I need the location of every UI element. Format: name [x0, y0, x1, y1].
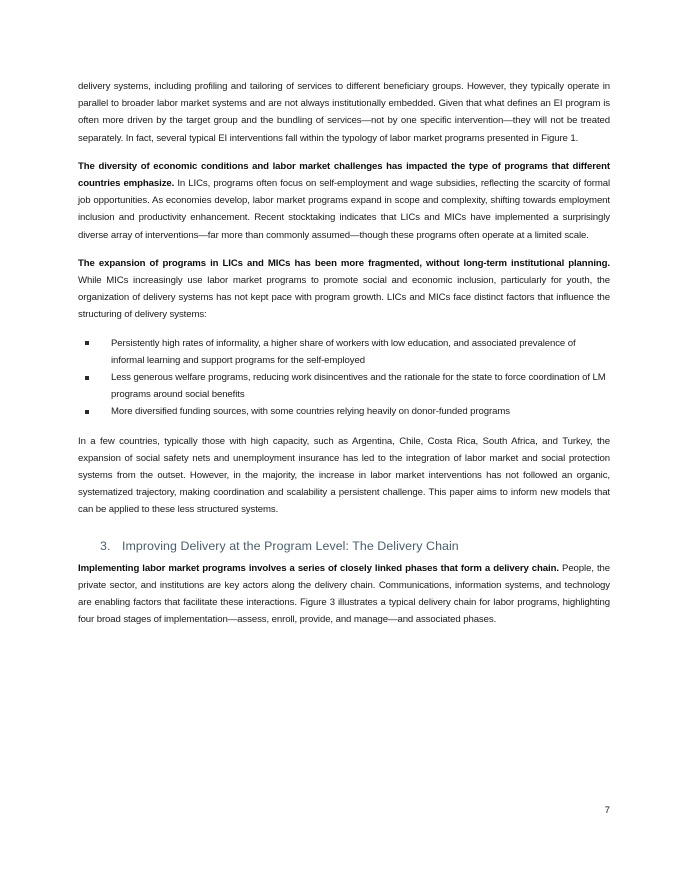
square-bullet-icon [85, 376, 89, 380]
list-item [84, 369, 610, 403]
paragraph-diversity-body: In LICs, programs often focus on self-employment and wage subsidies, reflecting the scarcity of formal job opportunities. As economies develop, labor market programs expand in scope and complexity, shifting towards employment inclusion and productivity enhancement. Recent stocktaking indicates that LICs and MICs have implemented a surprisingly diverse array of interventions—far more than commonly assumed—though these programs often operate at a limited scale. [78, 178, 610, 241]
square-bullet-icon [85, 410, 89, 414]
section-heading [78, 537, 610, 556]
paragraph-expansion-lead: The expansion of programs in LICs and MICs has been more fragmented, without long-term institutional planning. [78, 257, 610, 269]
paragraph-diversity-lead: The diversity of economic conditions and labor market challenges has impacted the type of programs that different countries emphasize. [78, 160, 610, 190]
list-item [84, 335, 610, 369]
list-item-text: More diversified funding sources, with some countries relying heavily on donor-funded programs [111, 406, 510, 418]
page-number: 7 [604, 805, 610, 816]
paragraph-countries: In a few countries, typically those with high capacity, such as Argentina, Chile, Costa Rica, South Africa, and Turkey, the expansion of social safety nets and unemployment insurance has led to the integration of labor market and social protection systems from the outset. However, in the majority, the increase in labor market interventions has not followed an organic, systematized trajectory, making coordination and scalability a persistent challenge. This paper aims to inform new models that can be applied to these less structured systems. [78, 435, 610, 516]
paragraph-diversity [78, 158, 610, 244]
square-bullet-icon [85, 341, 89, 345]
paragraph-expansion [78, 255, 610, 324]
page-content [78, 78, 610, 628]
list-item-text: Persistently high rates of informality, a higher share of workers with low education, and associated prevalence of informal learning and support programs for the self-employed [111, 337, 576, 366]
list-item-text: Less generous welfare programs, reducing work disincentives and the rationale for the state to force coordination of LM programs around social benefits [111, 372, 606, 401]
section-number: 3. [100, 538, 111, 553]
paragraph-delivery-chain-lead: Implementing labor market programs involves a series of closely linked phases that form a delivery chain. [78, 562, 559, 574]
paragraph-delivery-chain [78, 560, 610, 629]
paragraph-continuation: delivery systems, including profiling and tailoring of services to different beneficiary groups. However, they typically operate in parallel to broader labor market systems and are not always institutionally embedded. Given that what defines an EI program is often more driven by the target group and the bundling of services—not by one specific intervention—they will not be treated separately. In fact, several typical EI interventions fall within the typology of labor market programs presented in Figure 1. [78, 81, 610, 144]
list-item [84, 403, 610, 420]
paragraph-expansion-body: While MICs increasingly use labor market programs to promote social and economic inclusion, particularly for youth, the organization of delivery systems has not kept pace with program growth. LICs and MICs face distinct factors that influence the structuring of delivery systems: [78, 275, 610, 321]
factors-list [78, 335, 610, 421]
paragraph-delivery-chain-body: People, the private sector, and institutions are key actors along the delivery chain. Communications, information systems, and technology are enabling factors that facilitate these interactions. Figure 3 illustrates a typical delivery chain for labor programs, highlighting four broad stages of implementation—assess, enroll, provide, and manage—and associated phases. [78, 562, 610, 626]
section-title: Improving Delivery at the Program Level: The Delivery Chain [122, 538, 459, 553]
